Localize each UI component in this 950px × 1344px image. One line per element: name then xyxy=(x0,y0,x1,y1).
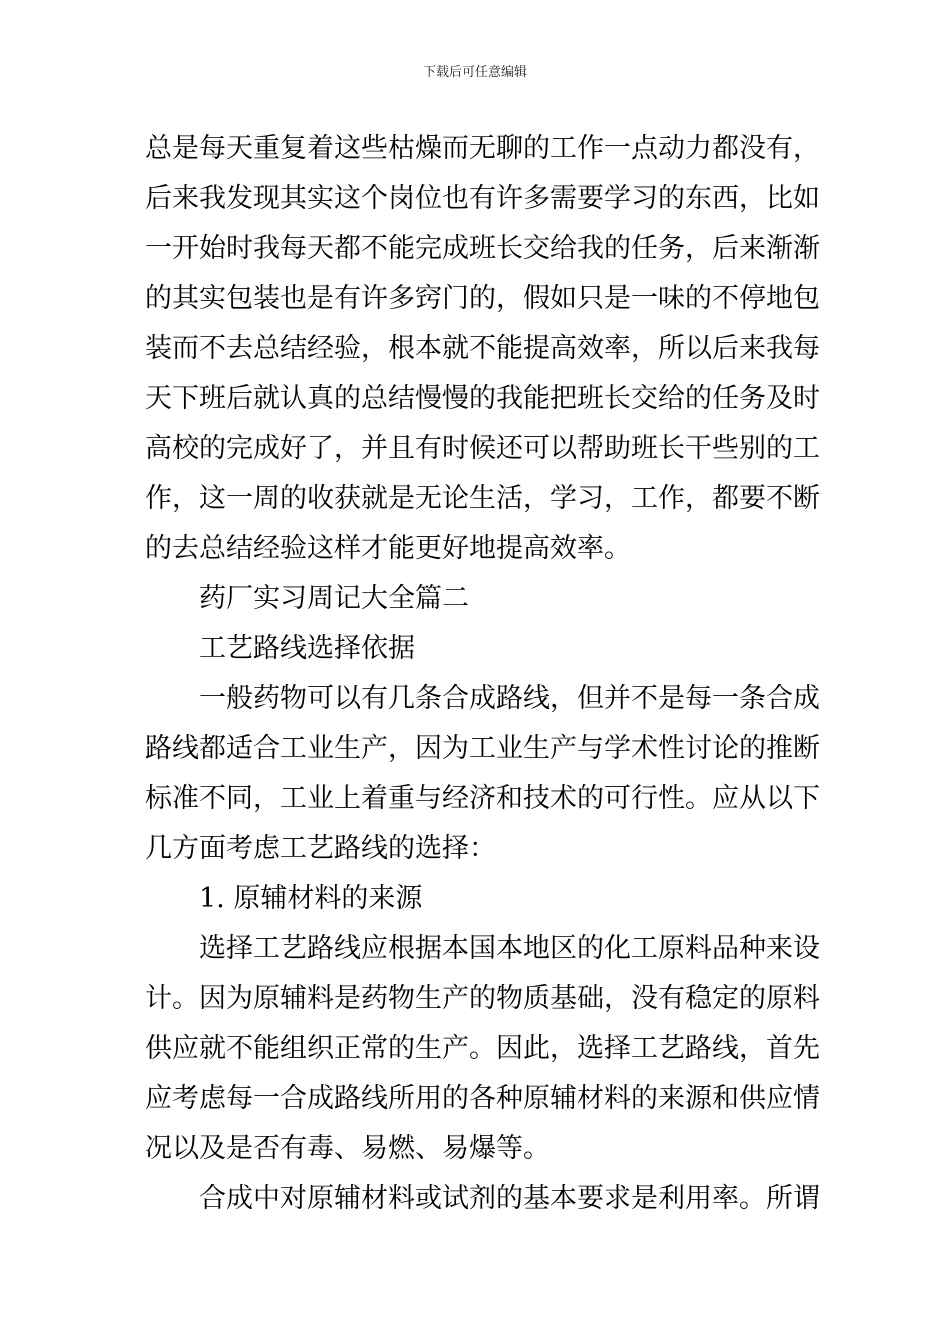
text-line: 作，这一周的收获就是无论生活，学习，工作，都要不断 xyxy=(145,483,820,514)
text-line: 的其实包装也是有许多窍门的，假如只是一味的不停地包 xyxy=(145,283,820,314)
subsection-heading: 工艺路线选择依据 xyxy=(199,633,415,664)
text-line: 合成中对原辅材料或试剂的基本要求是利用率。所谓 xyxy=(199,1183,820,1214)
text-line: 选择工艺路线应根据本国本地区的化工原料品种来设 xyxy=(199,933,820,964)
text-line: 计。因为原辅料是药物生产的物质基础，没有稳定的原料 xyxy=(145,983,820,1014)
text-line: 几方面考虑工艺路线的选择： xyxy=(145,833,496,864)
document-body xyxy=(145,124,820,1224)
text-line: 天下班后就认真的总结慢慢的我能把班长交给的任务及时 xyxy=(145,383,820,414)
text-line: 的去总结经验这样才能更好地提高效率。 xyxy=(145,533,631,564)
text-line: 一般药物可以有几条合成路线，但并不是每一条合成 xyxy=(199,683,820,714)
page-header: 下载后可任意编辑 xyxy=(422,65,527,80)
text-line: 应考虑每一合成路线所用的各种原辅材料的来源和供应情 xyxy=(145,1083,820,1114)
text-line: 况以及是否有毒、易燃、易爆等。 xyxy=(145,1133,550,1164)
text-line: 高校的完成好了，并且有时候还可以帮助班长干些别的工 xyxy=(145,433,820,464)
numbered-heading: 1. 原辅材料的来源 xyxy=(199,883,423,914)
text-line: 后来我发现其实这个岗位也有许多需要学习的东西，比如 xyxy=(145,183,820,214)
text-line: 总是每天重复着这些枯燥而无聊的工作一点动力都没有， xyxy=(145,133,820,164)
text-line: 标准不同，工业上着重与经济和技术的可行性。应从以下 xyxy=(145,783,820,814)
text-line: 装而不去总结经验，根本就不能提高效率，所以后来我每 xyxy=(145,333,820,364)
text-line: 一开始时我每天都不能完成班长交给我的任务，后来渐渐 xyxy=(145,233,820,264)
section-heading: 药厂实习周记大全篇二 xyxy=(199,583,469,614)
text-line: 供应就不能组织正常的生产。因此，选择工艺路线，首先 xyxy=(145,1033,820,1064)
text-line: 路线都适合工业生产，因为工业生产与学术性讨论的推断 xyxy=(145,733,820,764)
